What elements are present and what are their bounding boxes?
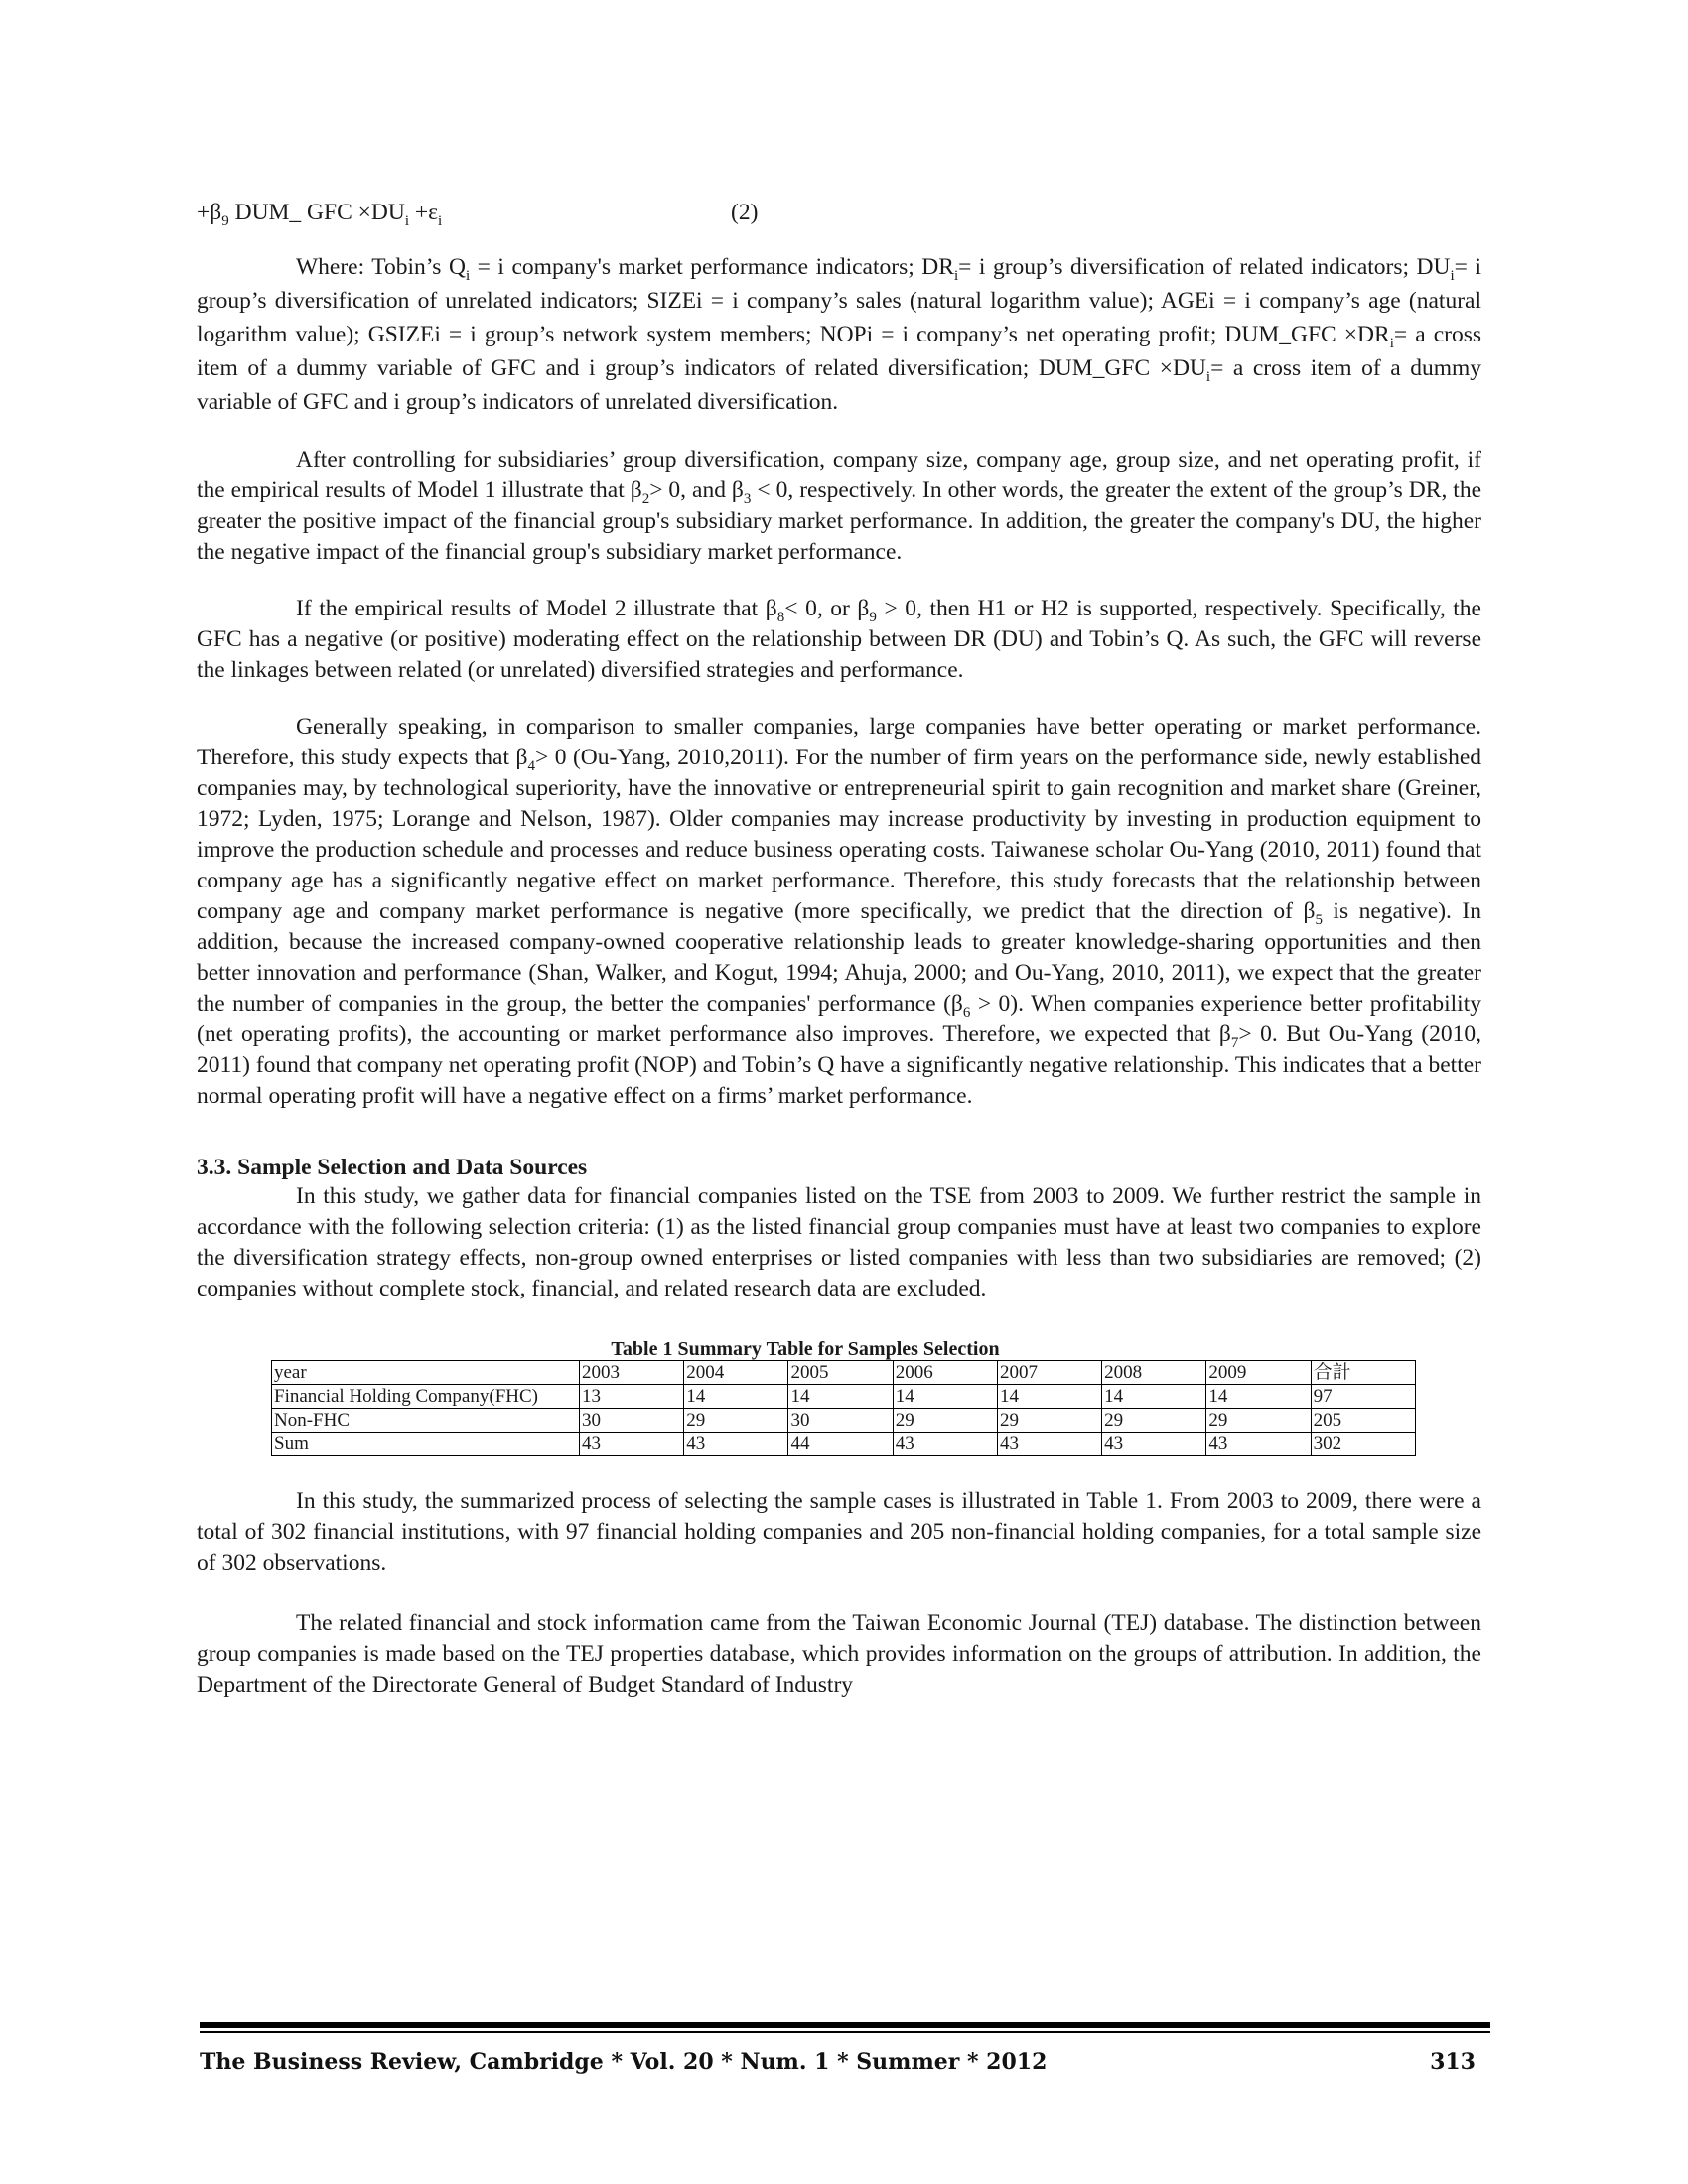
- paragraph-tej: The related financial and stock information came from the Taiwan Economic Journal (TEJ) database. The distinction between group companies is made based on the TEJ properties database, which provides information on the groups of attribution. In addition, the Department of the Directorate General of Budget Standard of Industry: [197, 1610, 1481, 1698]
- equation-line: [197, 197, 1481, 232]
- table-cell: 97: [1311, 1385, 1415, 1409]
- table-cell: 13: [580, 1385, 684, 1409]
- table-header-cell: 2008: [1102, 1361, 1206, 1385]
- table-header-cell: 2009: [1206, 1361, 1311, 1385]
- paragraph-general: Generally speaking, in comparison to smaller companies, large companies have better operating or market performance. Therefore, this study expects that $\beta_4> 0$ (Ou-Yang, 2010,2011). For the number of firm years on the performance side, newly established companies may, by technological superiority, have the innovative or entrepreneurial spirit to gain recognition and market share (Greiner, 1972; Lyden, 1975; Lorange and Nelson, 1987). Older companies may increase productivity by investing in production equipment to improve the production schedule and processes and reduce business operating costs. Taiwanese scholar Ou-Yang (2010, 2011) found that company age has a significantly negative effect on market performance. Therefore, this study forecasts that the relationship between company age and company market performance is negative (more specifically, we predict that the direction of $\beta_5$ is negative). In addition, because the increased company-owned cooperative relationship leads to greater knowledge-sharing opportunities and then better innovation and performance (Shan, Walker, and Kogut, 1994; Ahuja, 2000; and Ou-Yang, 2010, 2011), we expect that the greater the number of companies in the group, the better the companies' performance $(\beta_6 > 0)$. When companies experience better profitability (net operating profits), the accounting or market performance also improves. Therefore, we expected that $\beta_7> 0$. But Ou-Yang (2010, 2011) found that company net operating profit (NOP) and Tobin’s Q have a significantly negative relationship. This indicates that a better normal operating profit will have a negative effect on a firms’ market performance.: [197, 714, 1481, 1109]
- equation-number: (2): [731, 200, 759, 225]
- table-cell: 205: [1311, 1409, 1415, 1433]
- table-cell: Non-FHC: [272, 1409, 580, 1433]
- table-cell: 14: [893, 1385, 997, 1409]
- paragraph-summary: In this study, the summarized process of selecting the sample cases is illustrated in Table 1. From 2003 to 2009, there were a total of 302 financial institutions, with 97 financial holding companies and 205 non-financial holding companies, for a total sample size of 302 observations.: [197, 1488, 1481, 1575]
- table-cell: 43: [1206, 1433, 1311, 1456]
- table-cell: 43: [1102, 1433, 1206, 1456]
- table-header-cell: 2003: [580, 1361, 684, 1385]
- table-header-cell: year: [272, 1361, 580, 1385]
- paragraph-where: Where: Tobin’s $Q_i = i$ company's market performance indicators; $DR_i= i$ group’s diversification of related indicators; $DU_i= i$ group’s diversification of unrelated indicators; SIZEi = i company’s sales (natural logarithm value); AGEi = i company’s age (natural logarithm value); GSIZEi = i group’s network system members; NOPi = i company’s net operating profit; DUM_GFC $\times DR_i= a$ cross item of a dummy variable of GFC and i group’s indicators of related diversification; DUM_GFC $\times DU_i= a$ cross item of a dummy variable of GFC and i group’s indicators of unrelated diversification.: [197, 254, 1482, 415]
- table-header-cell: 2006: [893, 1361, 997, 1385]
- table-row: [272, 1433, 1416, 1456]
- equation-expression: $+\beta_9$ DUM_ GFC $\times DU_i +\varepsilon_i$: [197, 200, 443, 229]
- footer-rule-thin: [200, 2031, 1490, 2033]
- table-cell: 14: [997, 1385, 1101, 1409]
- table-cell: 29: [893, 1409, 997, 1433]
- table-header-row: [272, 1361, 1416, 1385]
- table-row: [272, 1409, 1416, 1433]
- table-header-cell: 2005: [788, 1361, 893, 1385]
- footer-journal: The Business Review, Cambridge * Vol. 20 * Num. 1 * Summer * 2012: [200, 2049, 1048, 2075]
- paragraph-model2: If the empirical results of Model 2 illustrate that $\beta_8< 0$, or $\beta_9 > 0$, then H1 or H2 is supported, respectively. Specifically, the GFC has a negative (or positive) moderating effect on the relationship between DR (DU) and Tobin’s Q. As such, the GFC will reverse the linkages between related (or unrelated) diversified strategies and performance.: [197, 596, 1481, 683]
- table-cell: 43: [893, 1433, 997, 1456]
- table-cell: Sum: [272, 1433, 580, 1456]
- table-title: Table 1 Summary Table for Samples Selection: [611, 1338, 1000, 1360]
- table-cell: 29: [997, 1409, 1101, 1433]
- paragraph-sample: In this study, we gather data for financial companies listed on the TSE from 2003 to 2009. We further restrict the sample in accordance with the following selection criteria: (1) as the listed financial group companies must have at least two companies to explore the diversification strategy effects, non-group owned enterprises or listed companies with less than two subsidiaries are removed; (2) companies without complete stock, financial, and related research data are excluded.: [197, 1183, 1481, 1301]
- table-row: [272, 1385, 1416, 1409]
- table-cell: 29: [684, 1409, 788, 1433]
- table-cell: 29: [1206, 1409, 1311, 1433]
- table-cell: 302: [1311, 1433, 1415, 1456]
- page-number: 313: [1430, 2049, 1476, 2075]
- page-body: [197, 197, 1481, 1701]
- table-header-cell: 2004: [684, 1361, 788, 1385]
- table-header-cell: 2007: [997, 1361, 1101, 1385]
- footer-rule: [200, 2022, 1490, 2028]
- table-cell: 14: [788, 1385, 893, 1409]
- table-container: [197, 1338, 1481, 1456]
- sample-selection-table: [271, 1360, 1416, 1456]
- table-cell: 14: [1102, 1385, 1206, 1409]
- table-cell: 29: [1102, 1409, 1206, 1433]
- table-cell: 30: [580, 1409, 684, 1433]
- table-cell: 14: [684, 1385, 788, 1409]
- table-header-cell: 合計: [1311, 1361, 1415, 1385]
- table-cell: 44: [788, 1433, 893, 1456]
- paragraph-model1: After controlling for subsidiaries’ group diversification, company size, company age, group size, and net operating profit, if the empirical results of Model 1 illustrate that $\beta_2> 0$, and $\beta_3 < 0$, respectively. In other words, the greater the extent of the group’s DR, the greater the positive impact of the financial group's subsidiary market performance. In addition, the greater the company's DU, the higher the negative impact of the financial group's subsidiary market performance.: [197, 447, 1482, 565]
- table-cell: Financial Holding Company(FHC): [272, 1385, 580, 1409]
- table-cell: 43: [580, 1433, 684, 1456]
- table-cell: 30: [788, 1409, 893, 1433]
- table-cell: 43: [684, 1433, 788, 1456]
- section-heading: 3.3. Sample Selection and Data Sources: [197, 1155, 588, 1180]
- table-cell: 43: [997, 1433, 1101, 1456]
- table-cell: 14: [1206, 1385, 1311, 1409]
